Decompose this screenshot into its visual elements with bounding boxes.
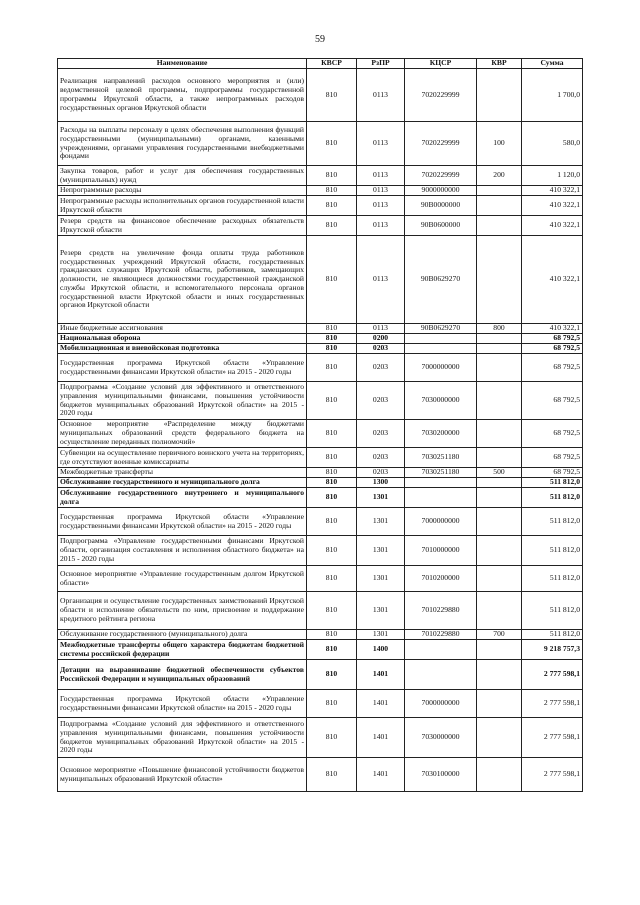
row-kvr-cell: 500	[477, 468, 522, 478]
row-kcsr-cell: 90В0600000	[405, 216, 477, 236]
row-sum-cell: 68 792,5	[522, 468, 583, 478]
row-kvr-cell	[477, 536, 522, 566]
row-sum-cell: 68 792,5	[522, 448, 583, 468]
row-kvsr-cell: 810	[307, 660, 357, 690]
row-name-cell: Государственная программа Иркутской области «Управление государственными финансами Иркутской области» на 2015 - 2020 годы	[58, 690, 307, 718]
row-name-cell: Закупка товаров, работ и услуг для обеспечения государственных (муниципальных) нужд	[58, 166, 307, 186]
row-name-cell: Подпрограмма «Создание условий для эффективного и ответственного управления муниципальными финансами, повышения устойчивости бюджетов муниципальных образований Иркутской области» на 2015 - 2020 годы	[58, 718, 307, 758]
table-row	[58, 640, 583, 660]
row-kvsr-cell: 810	[307, 718, 357, 758]
row-sum-cell: 1 700,0	[522, 69, 583, 122]
row-kvr-cell	[477, 236, 522, 324]
page-number: 59	[315, 34, 325, 45]
row-kvr-cell	[477, 334, 522, 344]
row-kvr-cell	[477, 344, 522, 354]
row-name-cell: Подпрограмма «Создание условий для эффективного и ответственного управления муниципальными финансами, повышения устойчивости бюджетов муниципальных образований Иркутской области» на 2015 - 2020 годы	[58, 382, 307, 420]
table-row	[58, 186, 583, 196]
table-row	[58, 122, 583, 166]
row-kvr-cell	[477, 420, 522, 448]
row-kvr-cell	[477, 690, 522, 718]
row-kvsr-cell: 810	[307, 344, 357, 354]
row-rzpr-cell: 0203	[357, 382, 405, 420]
row-sum-cell: 9 218 757,3	[522, 640, 583, 660]
row-name-cell: Государственная программа Иркутской области «Управление государственными финансами Иркутской области» на 2015 - 2020 годы	[58, 508, 307, 536]
row-kvr-cell	[477, 216, 522, 236]
table-row	[58, 382, 583, 420]
row-sum-cell: 68 792,5	[522, 344, 583, 354]
row-kvr-cell	[477, 566, 522, 592]
row-rzpr-cell: 0113	[357, 166, 405, 186]
row-rzpr-cell: 0113	[357, 186, 405, 196]
table-row	[58, 536, 583, 566]
row-sum-cell: 2 777 598,1	[522, 660, 583, 690]
row-kvr-cell	[477, 640, 522, 660]
row-sum-cell: 511 812,0	[522, 566, 583, 592]
row-sum-cell: 2 777 598,1	[522, 690, 583, 718]
row-kcsr-cell: 7000000000	[405, 690, 477, 718]
row-kvsr-cell: 810	[307, 566, 357, 592]
row-rzpr-cell: 0203	[357, 448, 405, 468]
row-name-cell: Подпрограмма «Управление государственными финансами Иркутской области, организация составления и исполнения областного бюджета» на 2015 - 2020 годы	[58, 536, 307, 566]
row-name-cell: Дотации на выравнивание бюджетной обеспеченности субъектов Российской Федерации и муниципальных образований	[58, 660, 307, 690]
row-rzpr-cell: 0113	[357, 236, 405, 324]
row-rzpr-cell: 1300	[357, 478, 405, 488]
row-kcsr-cell: 7030200000	[405, 420, 477, 448]
row-kvsr-cell: 810	[307, 216, 357, 236]
row-kcsr-cell: 7000000000	[405, 508, 477, 536]
row-kvsr-cell: 810	[307, 122, 357, 166]
row-name-cell: Государственная программа Иркутской области «Управление государственными финансами Иркутской области» на 2015 - 2020 годы	[58, 354, 307, 382]
table-row	[58, 334, 583, 344]
row-rzpr-cell: 1301	[357, 536, 405, 566]
row-name-cell: Мобилизационная и вневойсковая подготовка	[58, 344, 307, 354]
row-kcsr-cell: 90В0629270	[405, 324, 477, 334]
row-kcsr-cell: 7030251180	[405, 468, 477, 478]
row-kcsr-cell: 90В0000000	[405, 196, 477, 216]
row-kvsr-cell: 810	[307, 236, 357, 324]
row-sum-cell: 511 812,0	[522, 478, 583, 488]
table-row	[58, 630, 583, 640]
row-kcsr-cell	[405, 334, 477, 344]
row-kvsr-cell: 810	[307, 758, 357, 792]
table-row	[58, 344, 583, 354]
row-kcsr-cell: 7020229999	[405, 122, 477, 166]
row-name-cell: Основное мероприятие «Распределение между бюджетами муниципальных образований средств федерального бюджета на осуществление переданных полномочий»	[58, 420, 307, 448]
row-rzpr-cell: 1401	[357, 690, 405, 718]
table-row	[58, 478, 583, 488]
table-row	[58, 566, 583, 592]
row-kvr-cell: 100	[477, 122, 522, 166]
row-rzpr-cell: 1401	[357, 718, 405, 758]
table-row	[58, 69, 583, 122]
row-sum-cell: 68 792,5	[522, 354, 583, 382]
row-kvsr-cell: 810	[307, 630, 357, 640]
row-kcsr-cell: 9000000000	[405, 186, 477, 196]
row-kcsr-cell	[405, 640, 477, 660]
row-kcsr-cell: 7000000000	[405, 354, 477, 382]
row-sum-cell: 511 812,0	[522, 592, 583, 630]
row-sum-cell: 2 777 598,1	[522, 758, 583, 792]
row-kcsr-cell	[405, 344, 477, 354]
row-kvsr-cell: 810	[307, 448, 357, 468]
row-kvsr-cell: 810	[307, 166, 357, 186]
header-sum: Сумма	[522, 59, 583, 69]
row-kvsr-cell: 810	[307, 640, 357, 660]
row-name-cell: Межбюджетные трансферты	[58, 468, 307, 478]
row-kvr-cell: 800	[477, 324, 522, 334]
row-kvr-cell	[477, 69, 522, 122]
row-name-cell: Расходы на выплаты персоналу в целях обеспечения выполнения функций государственными (муниципальными) органами, казенными учреждениями, органами управления государственными внебюджетными фондами	[58, 122, 307, 166]
row-rzpr-cell: 1301	[357, 488, 405, 508]
row-kvr-cell	[477, 488, 522, 508]
row-sum-cell: 511 812,0	[522, 488, 583, 508]
row-kvr-cell	[477, 196, 522, 216]
row-sum-cell: 511 812,0	[522, 630, 583, 640]
row-rzpr-cell: 1301	[357, 566, 405, 592]
row-rzpr-cell: 0203	[357, 344, 405, 354]
row-rzpr-cell: 0113	[357, 69, 405, 122]
row-name-cell: Основное мероприятие «Повышение финансовой устойчивости бюджетов муниципальных образований Иркутской области»	[58, 758, 307, 792]
row-kcsr-cell: 7020229999	[405, 69, 477, 122]
row-kcsr-cell	[405, 488, 477, 508]
row-rzpr-cell: 0113	[357, 196, 405, 216]
row-kvsr-cell: 810	[307, 186, 357, 196]
table-row	[58, 420, 583, 448]
table-row	[58, 324, 583, 334]
row-kvsr-cell: 810	[307, 508, 357, 536]
row-name-cell: Субвенции на осуществление первичного воинского учета на территориях, где отсутствуют военные комиссариаты	[58, 448, 307, 468]
row-name-cell: Обслуживание государственного внутреннего и муниципального долга	[58, 488, 307, 508]
row-name-cell: Иные бюджетные ассигнования	[58, 324, 307, 334]
table-row	[58, 166, 583, 186]
table-row	[58, 660, 583, 690]
row-sum-cell: 580,0	[522, 122, 583, 166]
row-rzpr-cell: 0113	[357, 216, 405, 236]
row-rzpr-cell: 1400	[357, 640, 405, 660]
row-sum-cell: 68 792,5	[522, 382, 583, 420]
row-name-cell: Резерв средств на увеличение фонда оплаты труда работников государственных учреждений Иркутской области, государственных гражданских служащих Иркутской области, работников, замещающих должности, не являющиеся должностями государственной гражданской службы Иркутской области, и вспомогательного персонала органов государственной власти Иркутской области и иных государственных органов Иркутской области	[58, 236, 307, 324]
row-kcsr-cell: 7030251180	[405, 448, 477, 468]
row-name-cell: Организация и осуществление государственных заимствований Иркутской области и исполнение обязательств по ним, присвоение и поддержание кредитного рейтинга региона	[58, 592, 307, 630]
row-rzpr-cell: 0203	[357, 420, 405, 448]
row-kcsr-cell: 7010200000	[405, 566, 477, 592]
row-kvsr-cell: 810	[307, 536, 357, 566]
row-kvr-cell	[477, 186, 522, 196]
row-sum-cell: 2 777 598,1	[522, 718, 583, 758]
row-sum-cell: 511 812,0	[522, 536, 583, 566]
row-name-cell: Непрограммные расходы исполнительных органов государственной власти Иркутской области	[58, 196, 307, 216]
row-kvr-cell	[477, 758, 522, 792]
row-kcsr-cell	[405, 660, 477, 690]
row-sum-cell: 1 120,0	[522, 166, 583, 186]
row-kvsr-cell: 810	[307, 488, 357, 508]
row-kvr-cell	[477, 478, 522, 488]
row-name-cell: Непрограммные расходы	[58, 186, 307, 196]
row-kvr-cell: 700	[477, 630, 522, 640]
table-row	[58, 196, 583, 216]
row-kvsr-cell: 810	[307, 478, 357, 488]
row-kcsr-cell: 7020229999	[405, 166, 477, 186]
row-kvsr-cell: 810	[307, 420, 357, 448]
header-kvsr: КВСР	[307, 59, 357, 69]
row-name-cell: Обслуживание государственного (муниципального) долга	[58, 630, 307, 640]
row-kvsr-cell: 810	[307, 468, 357, 478]
row-rzpr-cell: 1401	[357, 758, 405, 792]
row-kvsr-cell: 810	[307, 382, 357, 420]
row-kvr-cell	[477, 718, 522, 758]
table-row	[58, 448, 583, 468]
table-row	[58, 758, 583, 792]
row-kcsr-cell: 7010229880	[405, 592, 477, 630]
row-kvr-cell	[477, 448, 522, 468]
row-kvr-cell	[477, 382, 522, 420]
row-rzpr-cell: 0200	[357, 334, 405, 344]
row-rzpr-cell: 1301	[357, 630, 405, 640]
row-kvr-cell	[477, 592, 522, 630]
row-sum-cell: 410 322,1	[522, 324, 583, 334]
table-row	[58, 236, 583, 324]
row-sum-cell: 410 322,1	[522, 186, 583, 196]
row-sum-cell: 511 812,0	[522, 508, 583, 536]
row-rzpr-cell: 1401	[357, 660, 405, 690]
row-rzpr-cell: 0113	[357, 122, 405, 166]
row-sum-cell: 410 322,1	[522, 216, 583, 236]
table-row	[58, 508, 583, 536]
row-kvsr-cell: 810	[307, 196, 357, 216]
table-row	[58, 690, 583, 718]
row-kcsr-cell: 7010229880	[405, 630, 477, 640]
table-header-row	[58, 59, 583, 69]
row-kcsr-cell: 7030000000	[405, 382, 477, 420]
row-kvr-cell	[477, 660, 522, 690]
row-kvsr-cell: 810	[307, 69, 357, 122]
row-kvr-cell: 200	[477, 166, 522, 186]
row-sum-cell: 68 792,5	[522, 420, 583, 448]
row-name-cell: Резерв средств на финансовое обеспечение расходных обязательств Иркутской области	[58, 216, 307, 236]
row-kcsr-cell: 7030100000	[405, 758, 477, 792]
row-name-cell: Обслуживание государственного и муниципального долга	[58, 478, 307, 488]
table-row	[58, 488, 583, 508]
header-kcsr: КЦСР	[405, 59, 477, 69]
row-kvsr-cell: 810	[307, 324, 357, 334]
row-name-cell: Реализация направлений расходов основного мероприятия и (или) ведомственной целевой программы, подпрограммы государственной программы Иркутской области, а также непрограммных расходов государственных органов Иркутской области	[58, 69, 307, 122]
row-kvsr-cell: 810	[307, 690, 357, 718]
row-kcsr-cell	[405, 478, 477, 488]
row-kcsr-cell: 7010000000	[405, 536, 477, 566]
row-name-cell: Основное мероприятие «Управление государственным долгом Иркутской области»	[58, 566, 307, 592]
header-kvr: КВР	[477, 59, 522, 69]
row-rzpr-cell: 1301	[357, 592, 405, 630]
row-kvsr-cell: 810	[307, 334, 357, 344]
row-kvsr-cell: 810	[307, 592, 357, 630]
row-sum-cell: 410 322,1	[522, 196, 583, 216]
table-body	[58, 69, 583, 792]
table-row	[58, 718, 583, 758]
table-row	[58, 468, 583, 478]
row-sum-cell: 68 792,5	[522, 334, 583, 344]
row-kvr-cell	[477, 508, 522, 536]
row-sum-cell: 410 322,1	[522, 236, 583, 324]
row-kcsr-cell: 7030000000	[405, 718, 477, 758]
header-rzpr: РзПР	[357, 59, 405, 69]
row-rzpr-cell: 1301	[357, 508, 405, 536]
row-rzpr-cell: 0203	[357, 354, 405, 382]
row-name-cell: Национальная оборона	[58, 334, 307, 344]
table-row	[58, 592, 583, 630]
header-name: Наименование	[58, 59, 307, 69]
row-rzpr-cell: 0203	[357, 468, 405, 478]
row-kvr-cell	[477, 354, 522, 382]
row-kcsr-cell: 90В0629270	[405, 236, 477, 324]
row-name-cell: Межбюджетные трансферты общего характера бюджетам бюджетной системы российской федерации	[58, 640, 307, 660]
table-row	[58, 354, 583, 382]
row-rzpr-cell: 0113	[357, 324, 405, 334]
budget-table	[57, 58, 583, 792]
row-kvsr-cell: 810	[307, 354, 357, 382]
table-row	[58, 216, 583, 236]
